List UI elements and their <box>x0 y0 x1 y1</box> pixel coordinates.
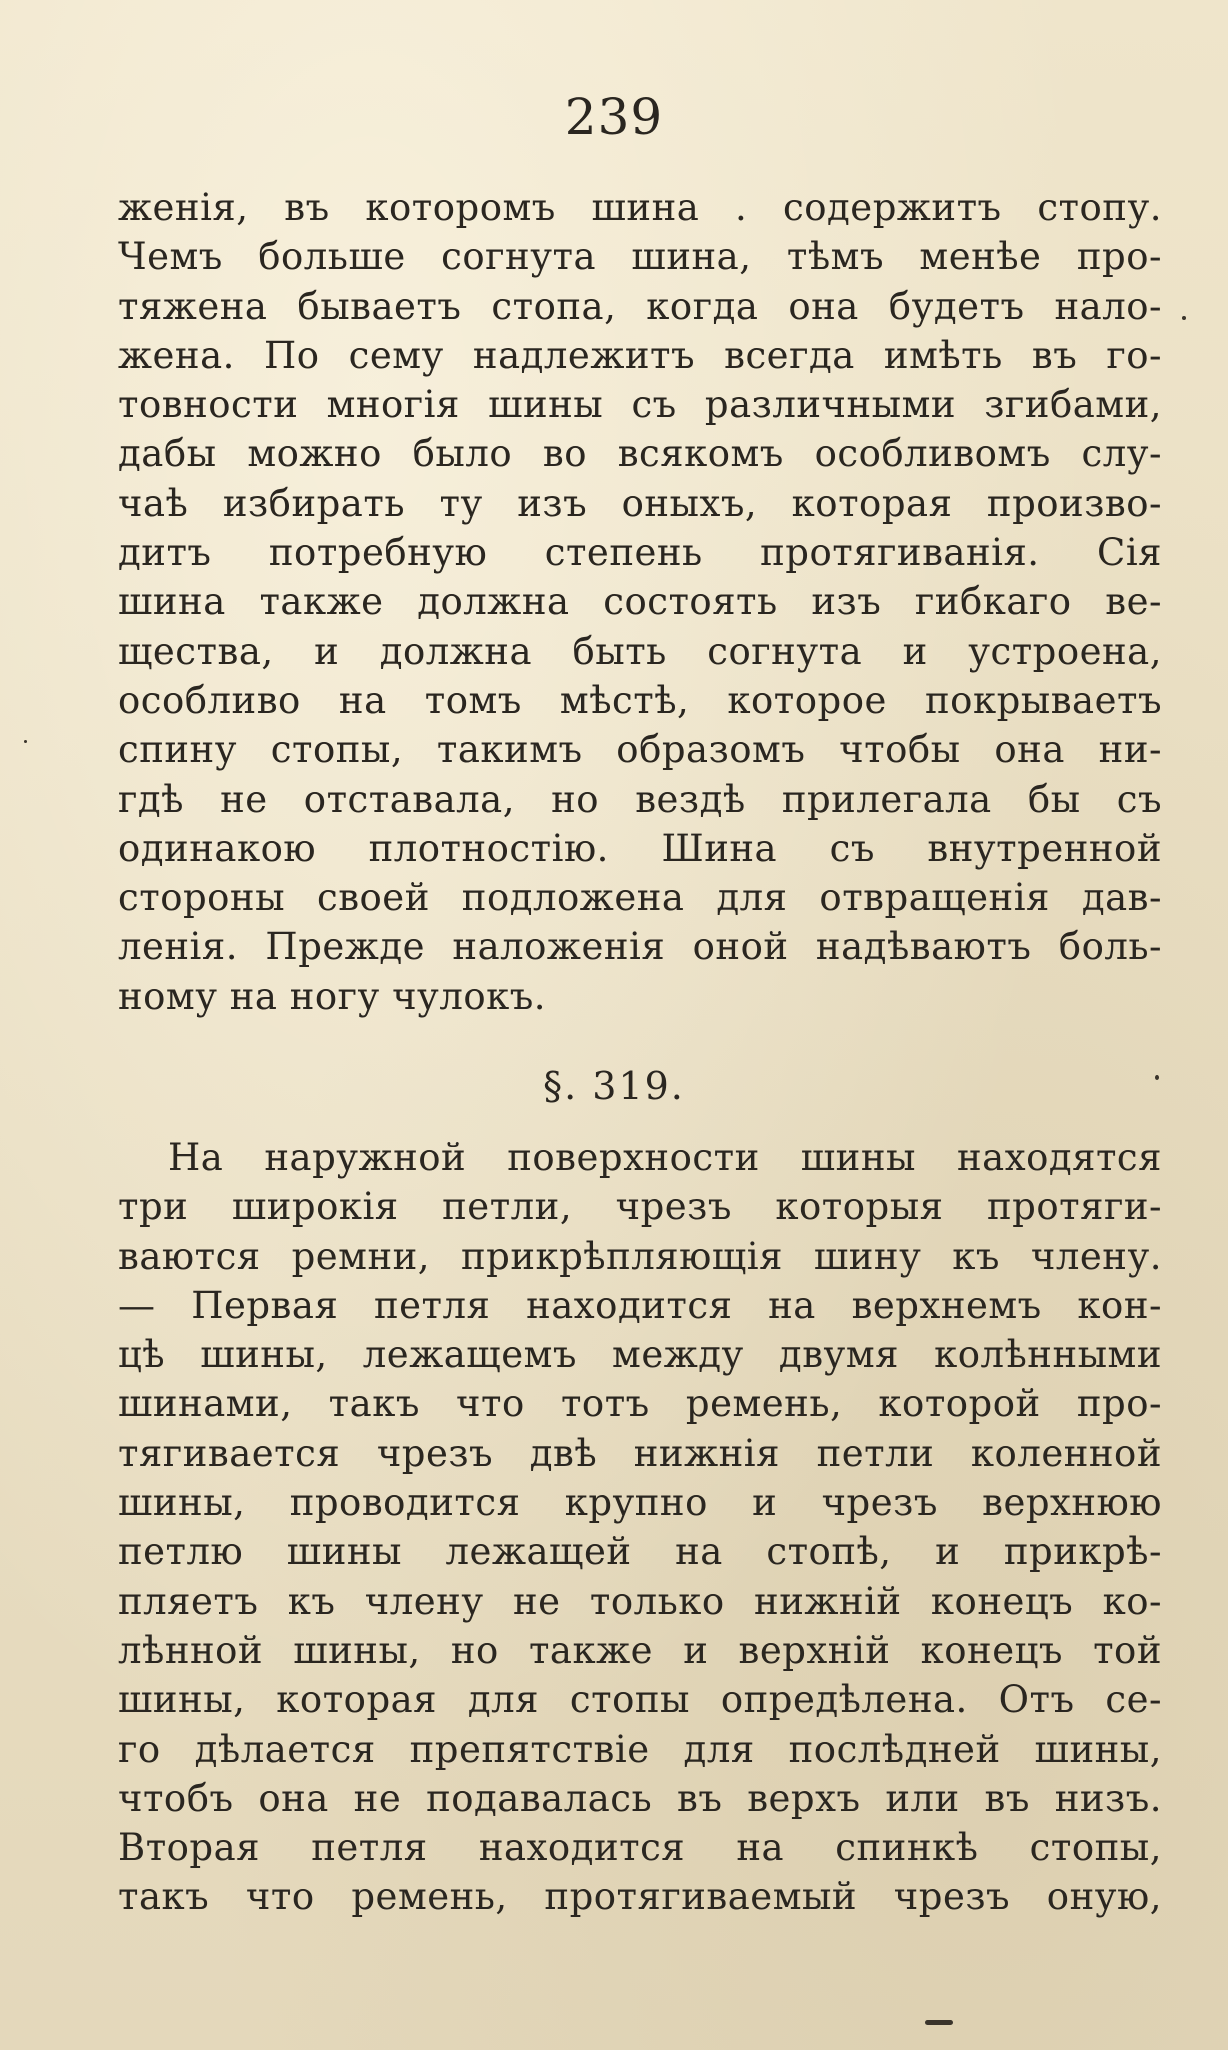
text-line: дитъ потребную степень протягиванія. Сія <box>118 531 1162 575</box>
text-line: Чемъ больше согнута шина, тѣмъ менѣе про- <box>118 235 1162 279</box>
text-line: жена. По сему надлежитъ всегда имѣть въ го- <box>118 333 1162 377</box>
text-line: женія, въ которомъ шина . содержитъ стопу. <box>118 186 1162 229</box>
text-line: шины, проводится крупно и чрезъ верхнюю <box>118 1481 1162 1525</box>
text-line: — Первая петля находится на верхнемъ кон- <box>118 1283 1162 1327</box>
text-line: такъ что ремень, протягиваемый чрезъ оную, <box>118 1875 1162 1919</box>
page-number: 239 <box>564 88 664 146</box>
text-line: ваются ремни, прикрѣпляющія шину къ члену. <box>118 1234 1162 1278</box>
text-line: тяжена бываетъ стопа, когда она будетъ нало- <box>118 284 1162 328</box>
ink-speck <box>1155 1075 1159 1080</box>
text-line: щества, и должна быть согнута и устроена, <box>118 629 1162 673</box>
text-line: особливо на томъ мѣстѣ, которое покрываетъ <box>118 678 1162 722</box>
ink-mark <box>925 2020 953 2025</box>
text-line: товности многія шины съ различными згибами, <box>118 383 1162 427</box>
text-line: го дѣлается препятствіе для послѣдней шины, <box>118 1727 1162 1771</box>
text-line: Вторая петля находится на спинкѣ стопы, <box>118 1826 1162 1870</box>
text-line: ному на ногу чулокъ. <box>118 974 547 1018</box>
paragraph-1 <box>118 183 1162 1021</box>
text-line: шина также должна состоять изъ гибкаго ве- <box>118 580 1162 624</box>
text-line: ленія. Прежде наложенія оной надѣваютъ боль- <box>118 925 1162 969</box>
text-line: одинакою плотностію. Шина съ внутренной <box>118 826 1162 870</box>
section-heading: §. 319. <box>543 1064 685 1108</box>
text-line: петлю шины лежащей на стопѣ, и прикрѣ- <box>118 1530 1162 1574</box>
text-line: три широкія петли, чрезъ которыя протяги- <box>118 1185 1162 1229</box>
text-line: дабы можно было во всякомъ особливомъ слу- <box>118 432 1162 476</box>
text-line: тягивается чрезъ двѣ нижнія петли коленной <box>118 1431 1162 1475</box>
text-line: шины, которая для стопы опредѣлена. Отъ се- <box>118 1678 1162 1722</box>
text-line: спину стопы, такимъ образомъ чтобы она ни- <box>118 728 1162 772</box>
text-line: шинами, такъ что тотъ ремень, которой про- <box>118 1382 1162 1426</box>
ink-speck <box>24 740 27 743</box>
text-line: стороны своей подложена для отвращенія дав- <box>118 876 1162 920</box>
text-line: На наружной поверхности шины находятся <box>168 1136 1162 1179</box>
text-line: пляетъ къ члену не только нижній конецъ ко- <box>118 1579 1162 1623</box>
text-line: чаѣ избирать ту изъ оныхъ, которая произво- <box>118 481 1162 525</box>
text-line: гдѣ не отставала, но вездѣ прилегала бы съ <box>118 777 1162 821</box>
paragraph-2 <box>118 1133 1162 1922</box>
text-line: цѣ шины, лежащемъ между двумя колѣнными <box>118 1333 1162 1377</box>
text-line: чтобъ она не подавалась въ верхъ или въ низъ. <box>118 1776 1162 1820</box>
ink-speck <box>1182 316 1186 320</box>
text-line: лѣнной шины, но также и верхній конецъ той <box>118 1628 1162 1672</box>
